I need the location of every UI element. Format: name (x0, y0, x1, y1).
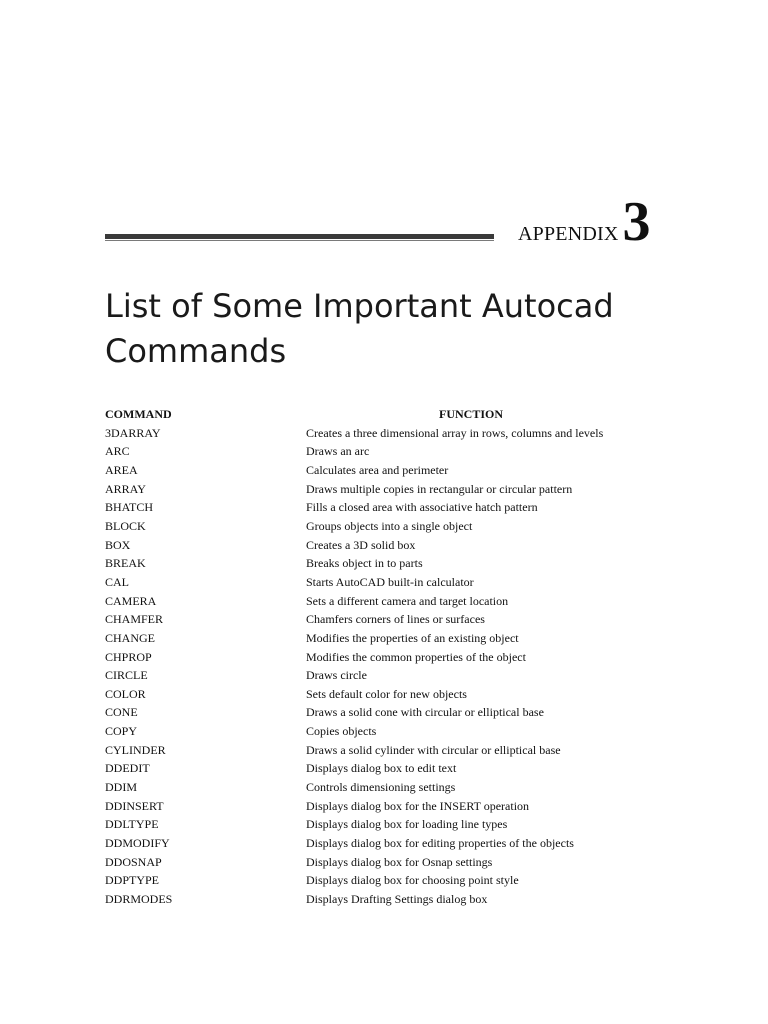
function-cell: Sets default color for new objects (306, 686, 467, 701)
function-cell: Draws multiple copies in rectangular or circular pattern (306, 481, 573, 496)
function-cell: Displays dialog box for the INSERT operation (306, 798, 530, 813)
function-cell: Displays dialog box to edit text (306, 761, 457, 776)
table-row (105, 871, 665, 890)
function-cell: Creates a three dimensional array in rows, columns and levels (306, 425, 604, 440)
page-title-line-1: List of Some Important Autocad (105, 287, 614, 325)
command-cell: COPY (105, 724, 138, 739)
table-row (105, 685, 665, 704)
table-row (105, 741, 665, 760)
function-cell: Modifies the properties of an existing object (306, 630, 519, 645)
page-title (105, 284, 705, 374)
command-cell: CIRCLE (105, 668, 148, 683)
table-row (105, 834, 665, 853)
function-cell: Draws a solid cone with circular or elliptical base (306, 705, 544, 720)
appendix-number: 3 (622, 191, 651, 253)
table-row (105, 554, 665, 573)
table-row (105, 797, 665, 816)
command-cell: BLOCK (105, 519, 146, 534)
function-cell: Chamfers corners of lines or surfaces (306, 612, 485, 627)
table-row (105, 592, 665, 611)
command-cell: 3DARRAY (105, 425, 161, 440)
command-cell: CHANGE (105, 630, 155, 645)
command-cell: CAMERA (105, 593, 157, 608)
function-cell: Groups objects into a single object (306, 519, 473, 534)
table-row (105, 461, 665, 480)
appendix-label: APPENDIX (518, 223, 619, 245)
function-cell: Calculates area and perimeter (306, 463, 449, 478)
command-cell: ARRAY (105, 481, 146, 496)
table-row (105, 853, 665, 872)
table-row (105, 815, 665, 834)
command-cell: CHAMFER (105, 612, 164, 627)
command-cell: DDEDIT (105, 761, 150, 776)
function-cell: Displays Drafting Settings dialog box (306, 891, 488, 906)
table-row (105, 722, 665, 741)
command-cell: CAL (105, 574, 129, 589)
function-cell: Draws circle (306, 668, 367, 683)
table-row (105, 573, 665, 592)
table-body (105, 424, 665, 909)
table-row (105, 760, 665, 779)
table-row (105, 480, 665, 499)
function-cell: Creates a 3D solid box (306, 537, 416, 552)
command-cell: DDINSERT (105, 798, 164, 813)
table-row (105, 443, 665, 462)
table-row (105, 648, 665, 667)
table-row (105, 778, 665, 797)
header-rule-thick-line (105, 234, 494, 239)
table-row (105, 890, 665, 909)
function-cell: Displays dialog box for loading line types (306, 817, 508, 832)
column-header-function: FUNCTION (438, 406, 503, 421)
table-row (105, 517, 665, 536)
command-cell: DDRMODES (105, 891, 173, 906)
command-cell: DDMODIFY (105, 835, 170, 850)
function-cell: Starts AutoCAD built-in calculator (306, 574, 474, 589)
command-cell: CYLINDER (105, 742, 166, 757)
header-rule-thin-line (105, 240, 494, 241)
command-cell: CONE (105, 705, 138, 720)
function-cell: Breaks object in to parts (306, 556, 423, 571)
command-cell: DDLTYPE (105, 817, 159, 832)
function-cell: Copies objects (306, 724, 377, 739)
table-row (105, 610, 665, 629)
function-cell: Controls dimensioning settings (306, 779, 456, 794)
appendix-heading (518, 191, 651, 253)
page-title-line-2: Commands (105, 332, 287, 370)
command-cell: DDOSNAP (105, 854, 162, 869)
function-cell: Draws an arc (306, 444, 370, 459)
function-cell: Fills a closed area with associative hatch pattern (306, 500, 538, 515)
table-row (105, 666, 665, 685)
table-row (105, 704, 665, 723)
function-cell: Displays dialog box for Osnap settings (306, 854, 493, 869)
command-cell: BOX (105, 537, 131, 552)
table-row (105, 536, 665, 555)
command-cell: BREAK (105, 556, 146, 571)
command-table (105, 404, 665, 909)
function-cell: Displays dialog box for editing properties of the objects (306, 835, 574, 850)
command-cell: BHATCH (105, 500, 154, 515)
table-row (105, 499, 665, 518)
table-row (105, 424, 665, 443)
column-header-command: COMMAND (105, 406, 172, 421)
command-cell: AREA (105, 463, 138, 478)
command-cell: CHPROP (105, 649, 152, 664)
command-cell: DDPTYPE (105, 873, 160, 888)
command-cell: COLOR (105, 686, 146, 701)
command-cell: DDIM (105, 779, 137, 794)
function-cell: Draws a solid cylinder with circular or elliptical base (306, 742, 561, 757)
function-cell: Modifies the common properties of the object (306, 649, 526, 664)
table-row (105, 629, 665, 648)
command-cell: ARC (105, 444, 130, 459)
function-cell: Displays dialog box for choosing point style (306, 873, 519, 888)
table-header-row (105, 404, 665, 424)
function-cell: Sets a different camera and target location (306, 593, 509, 608)
header-rule (105, 234, 494, 242)
